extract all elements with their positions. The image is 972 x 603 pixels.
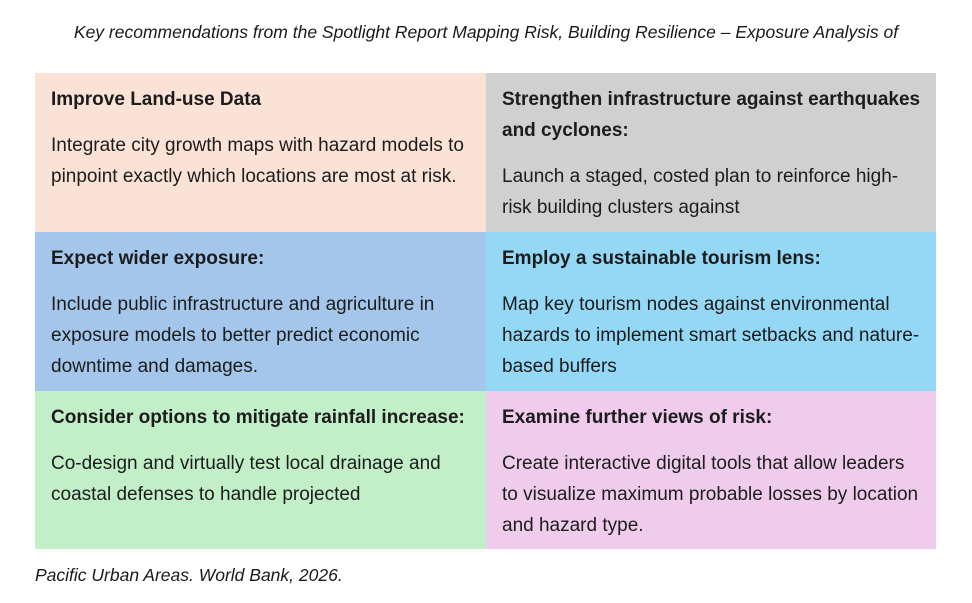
recommendation-rainfall-mitigation	[35, 391, 486, 549]
recommendation-title: Employ a sustainable tourism lens:	[502, 248, 821, 269]
recommendation-land-use-data	[35, 73, 486, 232]
recommendation-title: Improve Land-use Data	[51, 89, 262, 110]
recommendation-title: Consider options to mitigate rainfall increase:	[51, 407, 465, 428]
recommendation-body: Create interactive digital tools that allow leaders to visualize maximum probable losses by location and hazard type.	[502, 453, 919, 536]
recommendation-wider-exposure	[35, 232, 486, 391]
recommendation-body: Launch a staged, costed plan to reinforce high-risk building clusters against	[502, 166, 899, 218]
recommendation-body: Include public infrastructure and agriculture in exposure models to better predict economic downtime and damages.	[51, 294, 435, 377]
recommendation-title: Strengthen infrastructure against earthquakes and cyclones:	[502, 89, 921, 141]
recommendation-body: Co-design and virtually test local drainage and coastal defenses to handle projected	[51, 453, 441, 505]
recommendation-strengthen-infrastructure	[486, 73, 936, 232]
recommendation-body: Map key tourism nodes against environmental hazards to implement smart setbacks and nature-based buffers	[502, 294, 920, 377]
recommendations-grid	[35, 73, 936, 549]
recommendation-sustainable-tourism	[486, 232, 936, 391]
figure-caption: Key recommendations from the Spotlight Report Mapping Risk, Building Resilience – Exposure Analysis of	[73, 22, 899, 42]
recommendation-views-of-risk	[486, 391, 936, 549]
recommendation-title: Expect wider exposure:	[51, 248, 265, 269]
recommendation-title: Examine further views of risk:	[502, 407, 773, 428]
figure-source: Pacific Urban Areas. World Bank, 2026.	[35, 565, 343, 585]
recommendation-body: Integrate city growth maps with hazard models to pinpoint exactly which locations are most at risk.	[51, 135, 464, 187]
